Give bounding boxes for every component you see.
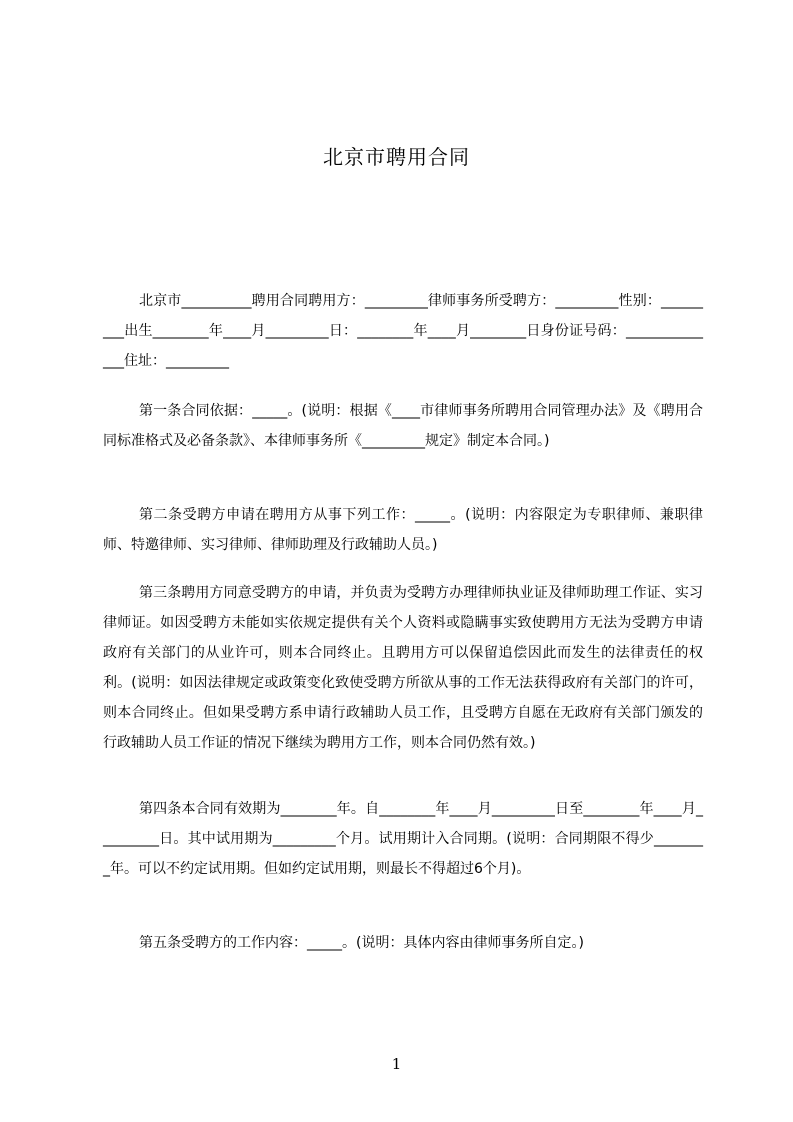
header-info-paragraph: 北京市__________聘用合同聘用方：_________律师事务所受聘方：_________性别：_________出生________年____月_________日：________年____月________日身份证号码：______________住址：_________ (103, 293, 703, 369)
article-4-paragraph: 第四条本合同有效期为________年。自________年____月_________日至________年____月_________日。其中试用期为_________个月。试用期计入合同期。(说明：合同期限不得少________年。可以不约定试用期。但如约定试用期，则最长不得超过6个月)。 (103, 801, 703, 877)
article-2-paragraph: 第二条受聘方申请在聘用方从事下列工作：_____。(说明：内容限定为专职律师、兼职律师、特邀律师、实习律师、律师助理及行政辅助人员。) (103, 507, 703, 553)
article-3-paragraph: 第三条聘用方同意受聘方的申请，并负责为受聘方办理律师执业证及律师助理工作证、实习律师证。如因受聘方未能如实依规定提供有关个人资料或隐瞒事实致使聘用方无法为受聘方申请政府有关部门的从业许可，则本合同终止。且聘用方可以保留追偿因此而发生的法律责任的权利。(说明：如因法律规定或政策变化致使受聘方所欲从事的工作无法获得政府有关部门的许可，则本合同终止。但如果受聘方系申请行政辅助人员工作，且受聘方自愿在无政府有关部门颁发的行政辅助人员工作证的情况下继续为聘用方工作，则本合同仍然有效。) (103, 585, 703, 751)
article-5-paragraph: 第五条受聘方的工作内容：_____。(说明：具体内容由律师事务所自定。) (139, 935, 584, 951)
article-1-paragraph: 第一条合同依据：_____。(说明：根据《____市律师事务所聘用合同管理办法》及《聘用合同标准格式及必备条款》、本律师事务所《_________规定》制定本合同。) (103, 403, 703, 449)
page-number: 1 (391, 1055, 402, 1073)
page-title: 北京市聘用合同 (323, 145, 470, 169)
